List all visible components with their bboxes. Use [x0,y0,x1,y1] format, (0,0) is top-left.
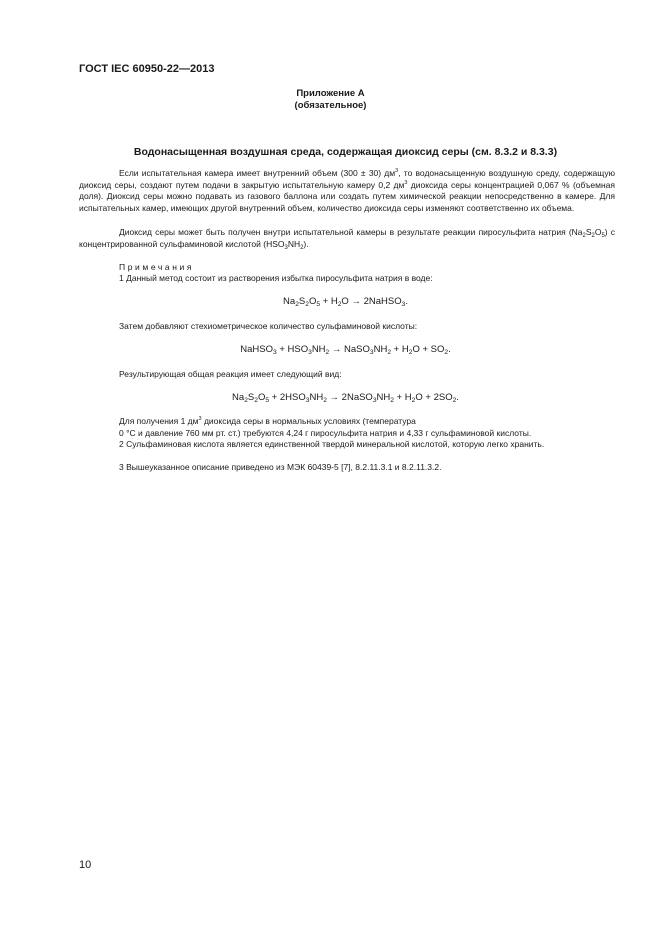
appendix-subtitle: (обязательное) [294,100,367,111]
note-then: Затем добавляют стехиометрическое количество сульфаминовой кислоты: [119,321,418,331]
notes-label: Примечания [119,262,195,272]
document-code: ГОСТ IEC 60950-22—2013 [79,63,215,75]
appendix-heading [0,88,661,112]
note-3: 3 Вышеуказанное описание приведено из МЭК 60439-5 [7], 8.2.11.3.1 и 8.2.11.3.2. [119,462,442,472]
paragraph-1: Если испытательная камера имеет внутренний объем (300 ± 30) $дм^3$, то водонасыщенную воздушную среду, содержащую диоксид серы, создают путем подачи в закрытую испытательную камеру 0,2 $дм^3$ диоксида серы концентрацией 0,067 % (объемная доля). Диоксид серы можно подавать из газового баллона или создать путем химической реакции непосредственно в камере. Для испытательных камер, имеющих другой внутренний объем, количество диоксида серы изменяют соответственно их объема. [79,168,615,213]
page-number: 10 [79,859,92,871]
equation-1: $Na_2S_2O_5 + H_2O$ → 2NaHSO$_3$. [283,296,408,308]
note-2: 2 Сульфаминовая кислота является единственной твердой минеральной кислотой, которую легко хранить. [119,439,545,449]
section-title: Водонасыщенная воздушная среда, содержащая диоксид серы (см. 8.3.2 и 8.3.3) [133,146,558,158]
note-get-line-2: 0 °С и давление 760 мм рт. ст.) требуются 4,24 г пиросульфита натрия и 4,33 г сульфаминовой кислоты. [119,428,532,438]
equation-2: NaHSO$_3$ + $HSO_3NH_2$ → $NaSO_3NH_2 + H_2O + SO_2$. [240,344,451,356]
paragraph-2: Диоксид серы может быть получен внутри испытательной камеры в результате реакции пиросульфита натрия $(Na_2S_2O_5)$ с концентрированной сульфаминовой кислотой $(HSO_3NH_2)$. [79,227,615,251]
appendix-title: Приложение А [296,88,365,99]
equation-3: $Na_2S_2O_5 + 2HSO_3NH_2$ → $2NaSO_3NH_2 + H_2O + 2SO_2$. [232,392,459,404]
note-result: Результирующая общая реакция имеет следующий вид: [119,369,342,379]
note-get-line-1: Для получения 1 $дм^3$ диоксида серы в нормальных условиях (температура [119,416,416,426]
note-1: 1 Данный метод состоит из растворения избытка пиросульфита натрия в воде: [119,273,433,283]
